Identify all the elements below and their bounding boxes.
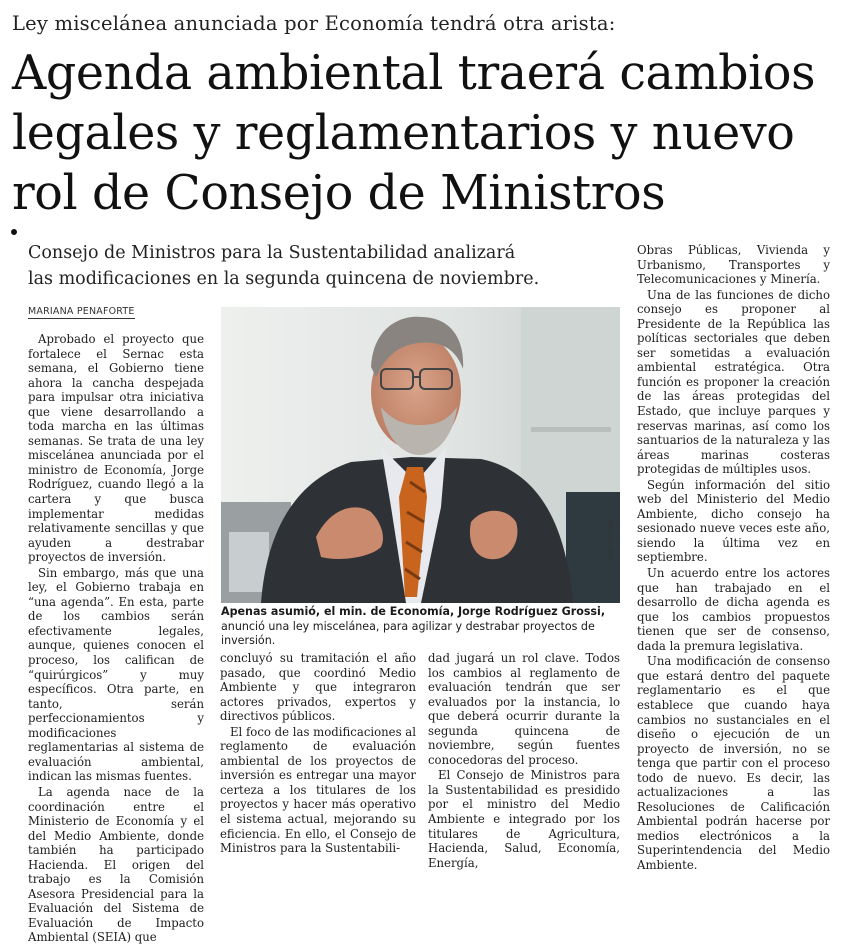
headline-line-1: Agenda ambiental traerá cambios (12, 46, 816, 101)
paragraph: Aprobado el proyecto que fortalece el Sernac esta semana, el Gobierno tiene ahora la cancha despejada para impulsar otra iniciativa que viene desarrollando a toda marcha en las últimas semanas. Se trata de una ley miscelánea anunciada por el ministro de Economía, Jorge Rodríguez, cuando llegó a la cartera y que busca implementar medidas relativamente sencillas y que ayuden a destrabar proyectos de inversión. (28, 332, 204, 565)
paragraph: concluyó su tramitación el año pasado, que coordinó Medio Ambiente y que integraron actores privados, expertos y directivos públicos. (220, 651, 416, 724)
byline: MARIANA PENAFORTE (28, 306, 135, 317)
photo-credit: JOSÉ ALVUJAR (608, 518, 615, 560)
deck-line-1: Consejo de Ministros para la Sustentabilidad analizará (28, 243, 516, 263)
body-column-4 (637, 243, 830, 873)
paragraph: Obras Públicas, Vivienda y Urbanismo, Transportes y Telecomunicaciones y Minería. (637, 243, 830, 287)
headline-line-3: rol de Consejo de Ministros (12, 166, 666, 221)
photo-caption (221, 605, 621, 649)
paragraph: Un acuerdo entre los actores que han trabajado en el desarrollo de dicha agenda es que los cambios propuestos tienen que ser de consenso, dada la premura legislativa. (637, 566, 830, 653)
body-column-3 (428, 651, 620, 870)
headline-line-2: legales y reglamentarios y nuevo (12, 106, 795, 161)
paragraph: El Consejo de Ministros para la Sustentabilidad es presidido por el ministro del Medio Ambiente e integrado por los titulares de Agricultura, Hacienda, Salud, Economía, Energía, (428, 768, 620, 870)
paragraph: Una de las funciones de dicho consejo es proponer al Presidente de la República las políticas sectoriales que deben ser sometidas a evaluación ambiental estratégica. Otra función es proponer la creación de las áreas protegidas del Estado, que incluye parques y reservas marinas, así como los santuarios de la naturaleza y las áreas marinas costeras protegidas de múltiples usos. (637, 287, 830, 477)
paragraph: dad jugará un rol clave. Todos los cambios al reglamento de evaluación tendrán que ser evaluados por la instancia, lo que deberá ocurrir durante la segunda quincena de noviembre, según fuentes conocedoras del proceso. (428, 651, 620, 767)
caption-bold-text: Apenas asumió, el min. de Economía, Jorge Rodríguez Grossi, (221, 605, 606, 618)
body-column-1 (28, 332, 204, 945)
paragraph: Sin embargo, más que una ley, el Gobierno trabaja en “una agenda”. En esta, parte de los cambios serán efectivamente legales, aunque, quienes conocen el proceso, los califican de “quirúrgicos” y muy específicos. Otra parte, en tanto, serán perfeccionamientos y modificaciones reglamentarias al sistema de evaluación ambiental, indican las mismas fuentes. (28, 565, 204, 784)
paragraph: La agenda nace de la coordinación entre el Ministerio de Economía y el del Medio Ambiente, donde también ha participado Hacienda. El origen del trabajo es la Comisión Asesora Presidencial para la Evaluación del Sistema de Evaluación de Impacto Ambiental (SEIA) que (28, 784, 204, 945)
paragraph: El foco de las modificaciones al reglamento de evaluación ambiental de los proyectos de inversión es entregar una mayor certeza a los titulares de los proyectos y hacer más operativo el sistema actual, mejorando su eficiencia. En ello, el Consejo de Ministros para la Sustentabili- (220, 724, 417, 856)
kicker: Ley miscelánea anunciada por Economía tendrá otra arista: (12, 12, 616, 35)
photo-portrait-image (221, 307, 620, 603)
article-photo (221, 307, 620, 603)
deck-bullet (11, 229, 17, 235)
caption-text: anunció una ley miscelánea, para agilizar y destrabar proyectos de inversión. (221, 619, 595, 647)
deck (28, 240, 618, 292)
deck-line-2: las modificaciones en la segunda quincena de noviembre. (28, 269, 540, 289)
headline (12, 44, 832, 224)
paragraph: Una modificación de consenso que estará dentro del paquete reglamentario es el que establece que cuando haya cambios no sustanciales en el diseño o ejecución de un proyecto de inversión, no se tenga que partir con el proceso todo de nuevo. Es decir, las actualizaciones a las Resoluciones de Calificación Ambiental podrán hacerse por medios electrónicos a la Superintendencia del Medio Ambiente. (637, 654, 830, 872)
body-column-2 (220, 651, 416, 856)
paragraph: Según información del sitio web del Ministerio del Medio Ambiente, dicho consejo ha sesionado nueve veces este año, siendo la última vez en septiembre. (637, 477, 830, 565)
